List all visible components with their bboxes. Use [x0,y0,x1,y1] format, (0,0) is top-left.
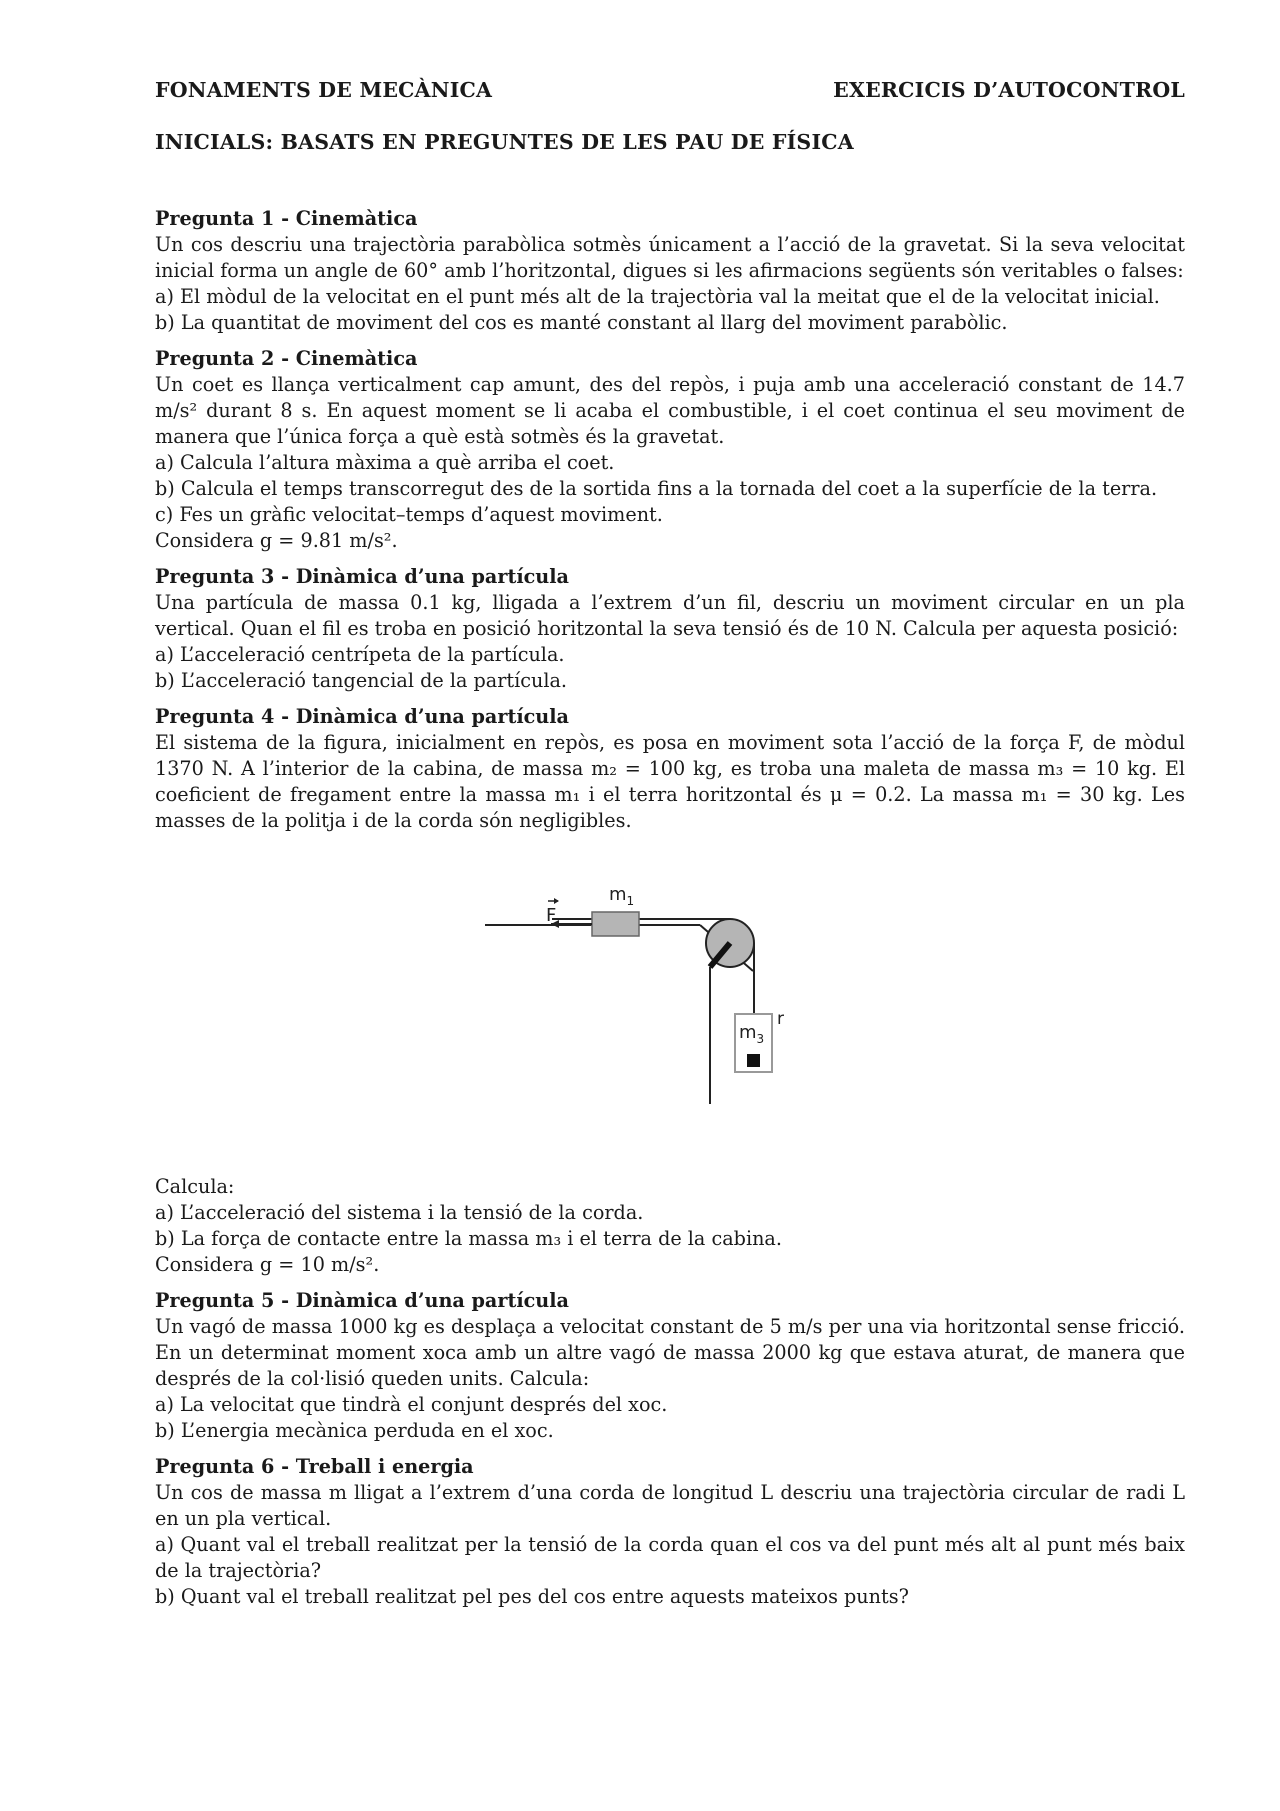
question-title: Pregunta 6 - Treball i energia [155,1455,474,1478]
exercise-type: EXERCICIS D’AUTOCONTROL [833,78,1185,102]
question-title: Pregunta 3 - Dinàmica d’una partícula [155,565,569,588]
question-item: a) La velocitat que tindrà el conjunt després del xoc. [155,1393,668,1416]
question-consider: Considera g = 10 m/s². [155,1253,380,1276]
question-intro: El sistema de la figura, inicialment en repòs, es posa en moviment sota l’acció de la força F, de mòdul 1370 N. A l’interior de la cabina, de massa m₂ = 100 kg, es troba una maleta de massa m₃ = 10 kg. El coeficient de fregament entre la massa m₁ i el terra horitzontal és μ = 0.2. La massa m₁ = 30 kg. Les masses de la politja i de la corda són negligibles. [155,731,1185,832]
question-title: Pregunta 5 - Dinàmica d’una partícula [155,1289,569,1312]
question-1 [155,206,1185,336]
question-item: a) Quant val el treball realitzat per la tensió de la corda quan el cos va del punt més alt al punt més baix de la trajectòria? [155,1533,1185,1582]
question-item: b) La força de contacte entre la massa m₃ i el terra de la cabina. [155,1227,782,1250]
question-item: b) L’acceleració tangencial de la partícula. [155,669,568,692]
question-item: b) La quantitat de moviment del cos es manté constant al llarg del moviment parabòlic. [155,311,1008,334]
question-item: a) L’acceleració del sistema i la tensió de la corda. [155,1201,644,1224]
question-item: c) Fes un gràfic velocitat–temps d’aquest moviment. [155,503,663,526]
question-intro: Un coet es llança verticalment cap amunt, des del repòs, i puja amb una acceleració constant de 14.7 m/s² durant 8 s. En aquest moment se li acaba el combustible, i el coet continua el seu moviment de manera que l’única força a què està sotmès és la gravetat. [155,373,1185,448]
question-3 [155,564,1185,694]
question-5 [155,1288,1185,1444]
question-intro: Un cos de massa m lligat a l’extrem d’una corda de longitud L descriu una trajectòria circular de radi L en un pla vertical. [155,1481,1185,1530]
r-label: r [777,1009,784,1029]
question-item: b) Calcula el temps transcorregut des de la sortida fins a la tornada del coet a la superfície de la terra. [155,477,1158,500]
section-title: INICIALS: BASATS EN PREGUNTES DE LES PAU DE FÍSICA [155,130,854,154]
question-item: b) L’energia mecànica perduda en el xoc. [155,1419,554,1442]
force-vector-head [554,898,559,904]
question-4 [155,704,1185,1278]
question-intro: Una partícula de massa 0.1 kg, lligada a l’extrem d’un fil, descriu un moviment circular en un pla vertical. Quan el fil es troba en posició horitzontal la seva tensió és de 10 N. Calcula per aquesta posició: [155,591,1185,640]
question-6 [155,1454,1185,1610]
page-header [155,78,1185,106]
suitcase-m3 [747,1054,760,1067]
question-title: Pregunta 4 - Dinàmica d’una partícula [155,705,569,728]
question-item: a) El mòdul de la velocitat en el punt més alt de la trajectòria val la meitat que el de la velocitat inicial. [155,285,1160,308]
question-intro: Un vagó de massa 1000 kg es desplaça a velocitat constant de 5 m/s per una via horitzontal sense fricció. En un determinat moment xoca amb un altre vagó de massa 2000 kg que estava aturat, de manera que després de la col·lisió queden units. Calcula: [155,1315,1185,1390]
mass-block-m1 [592,912,639,936]
question-item: a) Calcula l’altura màxima a què arriba el coet. [155,451,615,474]
mass-label-m1: $m_1$ [609,884,635,908]
pulley-figure [155,834,1185,1174]
question-title: Pregunta 1 - Cinemàtica [155,207,418,230]
question-2 [155,346,1185,554]
pulley-diagram [155,834,1185,1174]
question-item: b) Quant val el treball realitzat pel pes del cos entre aquests mateixos punts? [155,1585,909,1608]
question-item: a) L’acceleració centrípeta de la partícula. [155,643,565,666]
question-title: Pregunta 2 - Cinemàtica [155,347,418,370]
question-calcula: Calcula: [155,1175,235,1198]
question-consider: Considera g = 9.81 m/s². [155,529,398,552]
mass-label-m3: $m_3$ [739,1022,765,1046]
course-title: FONAMENTS DE MECÀNICA [155,78,493,102]
force-label: F [546,905,557,926]
question-intro: Un cos descriu una trajectòria parabòlica sotmès únicament a l’acció de la gravetat. Si la seva velocitat inicial forma un angle de 60° amb l’horitzontal, digues si les afirmacions següents són veritables o falses: [155,233,1185,282]
questions-body [155,206,1185,1620]
